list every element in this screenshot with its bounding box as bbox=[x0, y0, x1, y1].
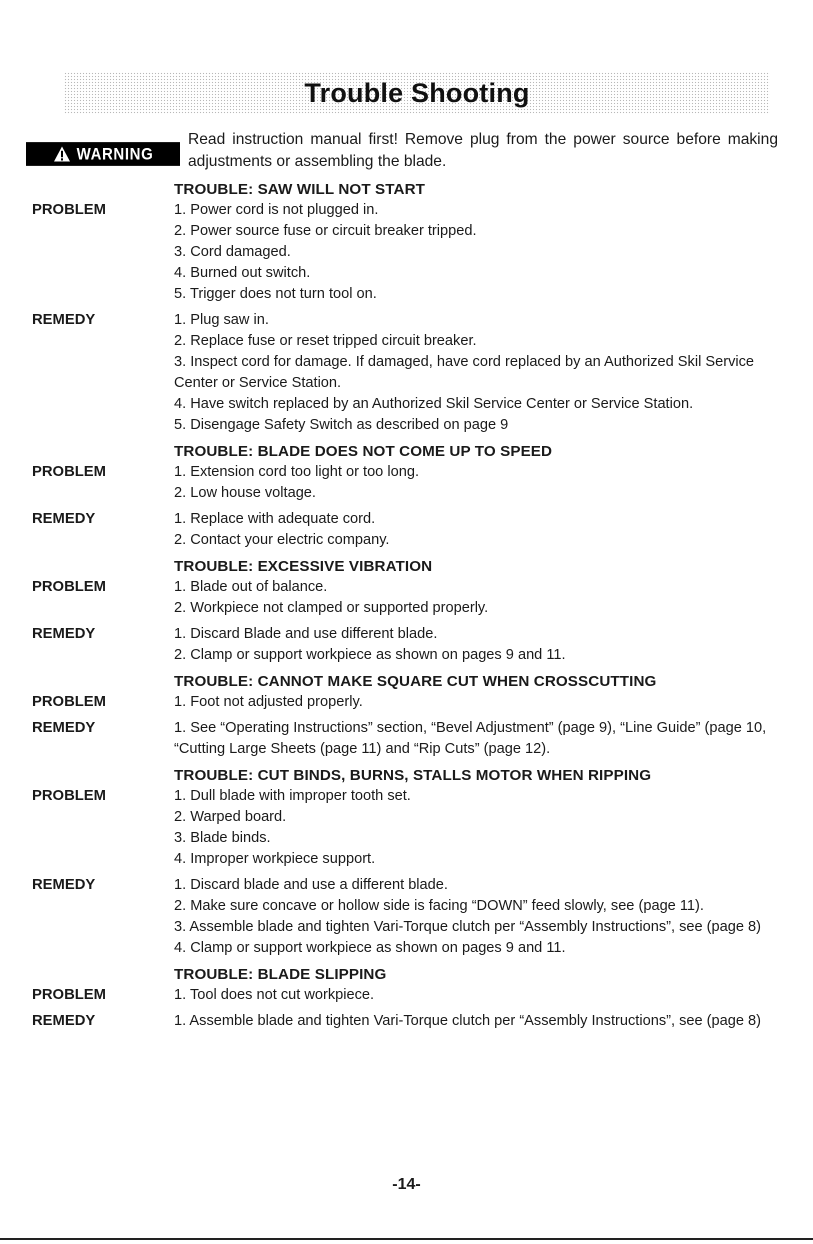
title-band bbox=[64, 72, 770, 114]
problem-item: 1. Dull blade with improper tooth set. bbox=[174, 788, 411, 804]
remedy-row bbox=[32, 624, 780, 666]
trouble-section bbox=[32, 671, 780, 760]
remedy-list bbox=[174, 1011, 780, 1032]
remedy-item: 2. Contact your electric company. bbox=[174, 532, 390, 548]
remedy-row bbox=[32, 1011, 780, 1032]
trouble-heading: TROUBLE: CANNOT MAKE SQUARE CUT WHEN CROSSCUTTING bbox=[174, 673, 657, 690]
problem-item: 1. Foot not adjusted properly. bbox=[174, 694, 363, 710]
remedy-item: 4. Clamp or support workpiece as shown on pages 9 and 11. bbox=[174, 940, 566, 956]
remedy-label: REMEDY bbox=[32, 312, 96, 328]
problem-item: 1. Tool does not cut workpiece. bbox=[174, 987, 375, 1003]
problem-item: 4. Burned out switch. bbox=[174, 265, 311, 281]
problem-item: 1. Blade out of balance. bbox=[174, 579, 328, 595]
remedy-item: 2. Make sure concave or hollow side is facing “DOWN” feed slowly, see (page 11). bbox=[174, 898, 704, 914]
remedy-list bbox=[174, 310, 780, 436]
trouble-heading: TROUBLE: BLADE SLIPPING bbox=[174, 966, 387, 983]
problem-label: PROBLEM bbox=[32, 202, 106, 218]
remedy-item: 5. Disengage Safety Switch as described on page 9 bbox=[174, 417, 509, 433]
trouble-section bbox=[32, 765, 780, 959]
warning-label: WARNING bbox=[76, 144, 154, 164]
remedy-item: 1. See “Operating Instructions” section, “Bevel Adjustment” (page 9), “Line Guide” (page 10, “Cutting Large Sheets (page 11) and “Rip Cuts” (page 12). bbox=[174, 720, 767, 757]
page-title: Trouble Shooting bbox=[304, 77, 530, 108]
problem-item: 2. Warped board. bbox=[174, 809, 287, 825]
bottom-rule bbox=[0, 1238, 813, 1240]
problem-item: 3. Cord damaged. bbox=[174, 244, 291, 260]
trouble-heading: TROUBLE: BLADE DOES NOT COME UP TO SPEED bbox=[174, 443, 553, 460]
problem-item: 2. Low house voltage. bbox=[174, 485, 316, 501]
problem-row bbox=[32, 692, 780, 713]
remedy-list bbox=[174, 624, 780, 666]
remedy-row bbox=[32, 718, 780, 760]
remedy-item: 1. Discard blade and use a different blade. bbox=[174, 877, 448, 893]
remedy-list bbox=[174, 875, 780, 959]
remedy-item: 2. Replace fuse or reset tripped circuit breaker. bbox=[174, 333, 477, 349]
remedy-label: REMEDY bbox=[32, 1013, 96, 1029]
remedy-item: 1. Assemble blade and tighten Vari-Torque clutch per “Assembly Instructions”, see (page 8) bbox=[174, 1013, 762, 1029]
problem-row bbox=[32, 786, 780, 870]
problem-list bbox=[174, 462, 780, 504]
trouble-heading: TROUBLE: CUT BINDS, BURNS, STALLS MOTOR WHEN RIPPING bbox=[174, 767, 652, 784]
problem-label: PROBLEM bbox=[32, 987, 106, 1003]
trouble-section bbox=[32, 179, 780, 436]
remedy-item: 1. Discard Blade and use different blade. bbox=[174, 626, 438, 642]
problem-label: PROBLEM bbox=[32, 579, 106, 595]
remedy-item: 1. Replace with adequate cord. bbox=[174, 511, 376, 527]
problem-item: 3. Blade binds. bbox=[174, 830, 271, 846]
warning-triangle-icon bbox=[53, 145, 71, 162]
trouble-section bbox=[32, 441, 780, 551]
problem-list bbox=[174, 692, 780, 713]
problem-item: 1. Power cord is not plugged in. bbox=[174, 202, 379, 218]
remedy-item: 3. Inspect cord for damage. If damaged, have cord replaced by an Authorized Skil Service Center or Service Station. bbox=[174, 354, 755, 391]
problem-row bbox=[32, 985, 780, 1006]
remedy-item: 1. Plug saw in. bbox=[174, 312, 269, 328]
problem-list bbox=[174, 786, 780, 870]
problem-label: PROBLEM bbox=[32, 788, 106, 804]
problem-item: 2. Workpiece not clamped or supported properly. bbox=[174, 600, 489, 616]
problem-item: 5. Trigger does not turn tool on. bbox=[174, 286, 377, 302]
problem-item: 4. Improper workpiece support. bbox=[174, 851, 376, 867]
trouble-section bbox=[32, 964, 780, 1032]
problem-row bbox=[32, 462, 780, 504]
problem-row bbox=[32, 577, 780, 619]
remedy-item: 2. Clamp or support workpiece as shown on pages 9 and 11. bbox=[174, 647, 566, 663]
remedy-row bbox=[32, 509, 780, 551]
problem-item: 1. Extension cord too light or too long. bbox=[174, 464, 420, 480]
remedy-list bbox=[174, 718, 780, 760]
remedy-label: REMEDY bbox=[32, 511, 96, 527]
trouble-heading: TROUBLE: EXCESSIVE VIBRATION bbox=[174, 558, 433, 575]
remedy-item: 3. Assemble blade and tighten Vari-Torque clutch per “Assembly Instructions”, see (page 8) bbox=[174, 919, 762, 935]
warning-text: Read instruction manual first! Remove plug from the power source before making adjustments or assembling the blade. bbox=[188, 131, 778, 170]
warning-badge bbox=[26, 142, 180, 166]
trouble-heading: TROUBLE: SAW WILL NOT START bbox=[174, 181, 426, 198]
troubleshooting-list bbox=[32, 179, 780, 1037]
problem-list bbox=[174, 985, 780, 1006]
trouble-section bbox=[32, 556, 780, 666]
remedy-label: REMEDY bbox=[32, 877, 96, 893]
problem-item: 2. Power source fuse or circuit breaker tripped. bbox=[174, 223, 477, 239]
remedy-row bbox=[32, 875, 780, 959]
problem-row bbox=[32, 200, 780, 305]
problem-label: PROBLEM bbox=[32, 694, 106, 710]
page-number: -14- bbox=[392, 1176, 421, 1193]
problem-list bbox=[174, 200, 780, 305]
remedy-list bbox=[174, 509, 780, 551]
remedy-label: REMEDY bbox=[32, 720, 96, 736]
remedy-label: REMEDY bbox=[32, 626, 96, 642]
remedy-row bbox=[32, 310, 780, 436]
remedy-item: 4. Have switch replaced by an Authorized Skil Service Center or Service Station. bbox=[174, 396, 694, 412]
problem-list bbox=[174, 577, 780, 619]
problem-label: PROBLEM bbox=[32, 464, 106, 480]
